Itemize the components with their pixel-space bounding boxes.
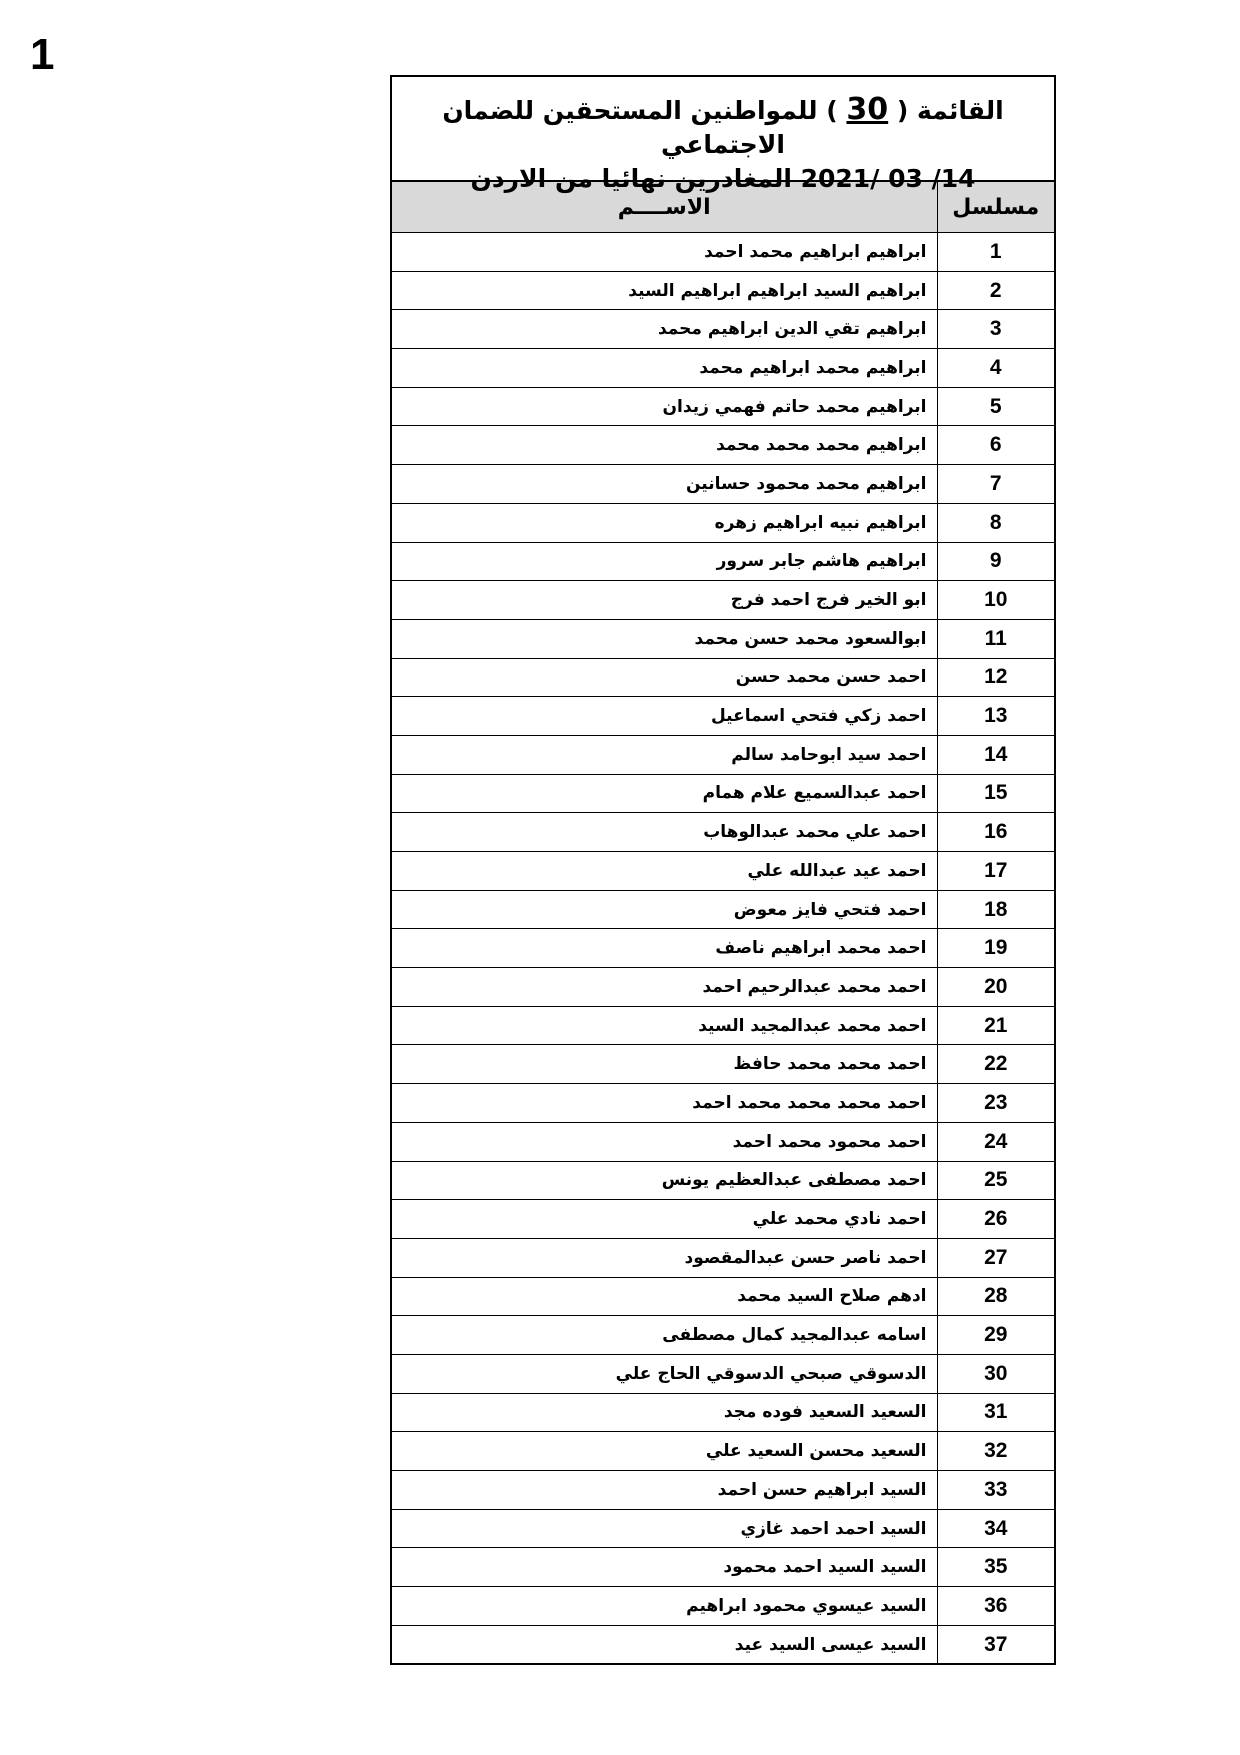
list-title [392,77,1054,193]
beneficiaries-list-document [390,75,1056,1665]
name-cell: ابراهيم محمد ابراهيم محمد [392,349,937,388]
table-row [392,1238,1054,1277]
table-row [392,1548,1054,1587]
serial-cell: 37 [937,1625,1054,1663]
serial-cell: 17 [937,852,1054,891]
serial-cell: 3 [937,310,1054,349]
table-row [392,1316,1054,1355]
table-row [392,1432,1054,1471]
table-row [392,813,1054,852]
name-cell: السعيد محسن السعيد علي [392,1432,937,1471]
serial-cell: 20 [937,968,1054,1007]
serial-cell: 26 [937,1200,1054,1239]
name-cell: احمد محمد عبدالمجيد السيد [392,1006,937,1045]
name-cell: ابو الخير فرج احمد فرج [392,581,937,620]
title-line-2: 14/ 03 /2021 المغادرين نهائيا من الاردن [470,164,976,193]
table-row [392,387,1054,426]
table-row [392,465,1054,504]
name-cell: احمد مصطفى عبدالعظيم يونس [392,1161,937,1200]
serial-cell: 6 [937,426,1054,465]
table-row [392,1354,1054,1393]
table-row [392,426,1054,465]
serial-cell: 1 [937,233,1054,272]
name-cell: احمد عيد عبدالله علي [392,852,937,891]
name-cell: احمد محمد محمد محمد احمد [392,1084,937,1123]
serial-cell: 13 [937,697,1054,736]
names-table [392,182,1054,1663]
serial-cell: 18 [937,890,1054,929]
serial-cell: 30 [937,1354,1054,1393]
table-row [392,697,1054,736]
serial-cell: 31 [937,1393,1054,1432]
serial-cell: 21 [937,1006,1054,1045]
name-cell: ابراهيم محمد محمود حسانين [392,465,937,504]
name-cell: السيد ابراهيم حسن احمد [392,1471,937,1510]
name-cell: ابراهيم ابراهيم محمد احمد [392,233,937,272]
name-cell: احمد ناصر حسن عبدالمقصود [392,1238,937,1277]
table-row [392,1471,1054,1510]
table-row [392,1509,1054,1548]
table-body [392,233,1054,1664]
name-cell: احمد عبدالسميع علام همام [392,774,937,813]
name-cell: احمد سيد ابوحامد سالم [392,735,937,774]
serial-cell: 2 [937,271,1054,310]
serial-cell: 8 [937,503,1054,542]
table-row [392,581,1054,620]
name-column-header: الاســــم [392,182,937,233]
serial-cell: 11 [937,619,1054,658]
name-cell: ابراهيم السيد ابراهيم ابراهيم السيد [392,271,937,310]
serial-cell: 16 [937,813,1054,852]
serial-cell: 25 [937,1161,1054,1200]
name-cell: السيد احمد احمد غازي [392,1509,937,1548]
serial-cell: 12 [937,658,1054,697]
title-prefix: القائمة ( [896,96,1004,125]
list-number: 30 [846,92,889,127]
name-cell: ابراهيم نبيه ابراهيم زهره [392,503,937,542]
serial-cell: 29 [937,1316,1054,1355]
serial-cell: 10 [937,581,1054,620]
name-cell: ادهم صلاح السيد محمد [392,1277,937,1316]
table-row [392,542,1054,581]
name-cell: احمد نادي محمد علي [392,1200,937,1239]
table-row [392,1587,1054,1626]
table-row [392,735,1054,774]
table-row [392,233,1054,272]
table-row [392,1625,1054,1663]
serial-cell: 15 [937,774,1054,813]
table-row [392,271,1054,310]
table-row [392,1277,1054,1316]
serial-cell: 34 [937,1509,1054,1548]
serial-cell: 35 [937,1548,1054,1587]
serial-column-header: مسلسل [937,182,1054,233]
table-row [392,1045,1054,1084]
serial-cell: 5 [937,387,1054,426]
table-row [392,619,1054,658]
table-row [392,1393,1054,1432]
name-cell: اسامه عبدالمجيد كمال مصطفى [392,1316,937,1355]
title-line-1 [392,93,1054,162]
name-cell: احمد علي محمد عبدالوهاب [392,813,937,852]
title-suffix: ) للمواطنين المستحقين للضمان الاجتماعي [442,96,838,159]
name-cell: الدسوقي صبحي الدسوقي الحاج علي [392,1354,937,1393]
name-cell: السيد السيد احمد محمود [392,1548,937,1587]
page-number: 1 [30,30,55,79]
table-row [392,658,1054,697]
name-cell: احمد زكي فتحي اسماعيل [392,697,937,736]
name-cell: ابراهيم هاشم جابر سرور [392,542,937,581]
serial-cell: 36 [937,1587,1054,1626]
table-row [392,1122,1054,1161]
serial-cell: 14 [937,735,1054,774]
name-cell: السيد عيسوي محمود ابراهيم [392,1587,937,1626]
name-cell: ابوالسعود محمد حسن محمد [392,619,937,658]
name-cell: ابراهيم محمد محمد محمد [392,426,937,465]
serial-cell: 9 [937,542,1054,581]
serial-cell: 33 [937,1471,1054,1510]
serial-cell: 22 [937,1045,1054,1084]
table-row [392,1006,1054,1045]
serial-cell: 23 [937,1084,1054,1123]
name-cell: احمد محمد عبدالرحيم احمد [392,968,937,1007]
name-cell: السيد عيسى السيد عيد [392,1625,937,1663]
serial-cell: 4 [937,349,1054,388]
table-row [392,890,1054,929]
table-row [392,503,1054,542]
table-row [392,349,1054,388]
name-cell: احمد حسن محمد حسن [392,658,937,697]
name-cell: احمد محمد ابراهيم ناصف [392,929,937,968]
name-cell: ابراهيم محمد حاتم فهمي زيدان [392,387,937,426]
table-row [392,852,1054,891]
serial-cell: 28 [937,1277,1054,1316]
name-cell: السعيد السعيد فوده مجد [392,1393,937,1432]
serial-cell: 27 [937,1238,1054,1277]
name-cell: احمد محمود محمد احمد [392,1122,937,1161]
table-row [392,1161,1054,1200]
table-row [392,774,1054,813]
table-row [392,929,1054,968]
serial-cell: 32 [937,1432,1054,1471]
table-row [392,1084,1054,1123]
table-row [392,968,1054,1007]
table-row [392,310,1054,349]
table-row [392,1200,1054,1239]
serial-cell: 19 [937,929,1054,968]
serial-cell: 24 [937,1122,1054,1161]
name-cell: احمد فتحي فايز معوض [392,890,937,929]
serial-cell: 7 [937,465,1054,504]
name-cell: ابراهيم تقي الدين ابراهيم محمد [392,310,937,349]
name-cell: احمد محمد محمد حافظ [392,1045,937,1084]
